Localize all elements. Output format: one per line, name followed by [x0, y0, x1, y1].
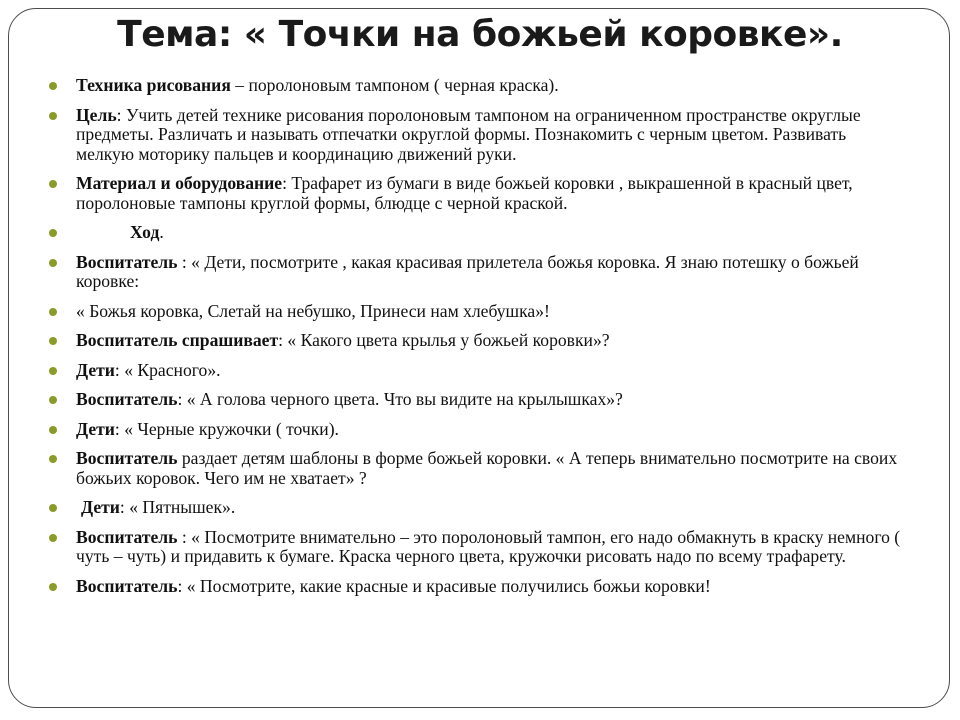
list-item [47, 106, 907, 165]
item-label: Ход [130, 222, 160, 242]
item-text: : « А голова черного цвета. Что вы видите на крылышках»? [177, 389, 623, 409]
list-item [47, 449, 907, 488]
item-label: Воспитатель [76, 251, 178, 272]
item-text: – поролоновым тампоном ( черная краска). [230, 75, 559, 95]
list-item [47, 420, 907, 440]
item-text: « Божья коровка, Слетай на небушко, Принеси нам хлебушка»! [76, 300, 550, 321]
list-item [47, 331, 907, 351]
item-text: : « Посмотрите, какие красные и красивые получились божьи коровки! [177, 575, 711, 596]
list-item [47, 577, 907, 597]
item-text: : « Посмотрите внимательно – это поролоновый тампон, его надо обмакнуть в краску немного ( чуть – чуть) и придавить к бумаге. Краска черного цвета, кружочки рисовать надо по всему трафарету. [76, 526, 901, 566]
item-label: Дети [81, 497, 120, 517]
list-item [47, 76, 907, 96]
item-text: : « Красного». [114, 359, 221, 380]
item-label: Воспитатель [76, 575, 178, 596]
item-label: Цель [76, 104, 117, 125]
item-label: Воспитатель [76, 448, 178, 468]
list-item [47, 361, 907, 381]
item-text: : « Пятнышек». [119, 497, 236, 517]
item-label: Воспитатель спрашивает [76, 330, 279, 350]
list-item [47, 390, 907, 410]
item-label: Воспитатель [76, 389, 178, 409]
item-label: Дети [76, 359, 115, 380]
item-text: раздает детям шаблоны в форме божьей коровки. « А теперь внимательно посмотрите на своих божьих коровок. Чего им не хватает» ? [76, 448, 898, 488]
item-text: : « Какого цвета крылья у божьей коровки»? [278, 330, 610, 350]
item-label: Воспитатель [76, 526, 178, 547]
item-label: Материал и оборудование [76, 173, 283, 193]
item-label: Дети [76, 418, 115, 439]
slide-title: Тема: « Точки на божьей коровке». [117, 14, 843, 55]
item-text: . [159, 222, 164, 242]
item-text: : Трафарет из бумаги в виде божьей коровки , выкрашенной в красный цвет, поролоновые тампоны круглой формы, блюдце с черной краской. [76, 173, 853, 213]
list-item [47, 498, 907, 518]
list-item [47, 223, 907, 243]
list-item [47, 528, 907, 567]
item-text: : « Дети, посмотрите , какая красивая прилетела божья коровка. Я знаю потешку о божьей коровке: [76, 251, 859, 291]
list-item [47, 253, 907, 292]
item-label: Техника рисования [76, 75, 231, 95]
bullet-list [47, 76, 907, 606]
item-text: : Учить детей технике рисования поролоновым тампоном на ограниченном пространстве округлые предметы. Различать и называть отпечатки округлой формы. Познакомить с черным цветом. Развивать мелкую моторику пальцев и координацию движений руки. [76, 104, 861, 164]
item-text: : « Черные кружочки ( точки). [114, 418, 339, 439]
list-item [47, 174, 907, 213]
list-item [47, 302, 907, 322]
